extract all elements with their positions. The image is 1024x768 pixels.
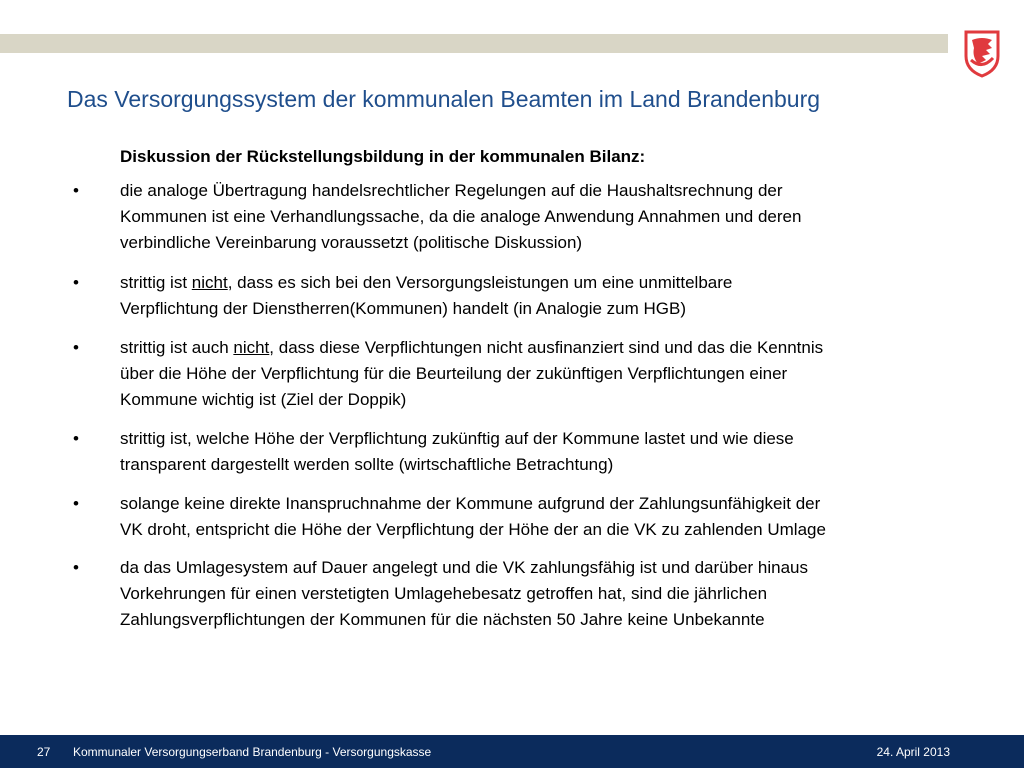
- bullet-marker: •: [73, 494, 79, 513]
- bullet-marker: •: [73, 181, 79, 200]
- bullet-line: transparent dargestellt werden sollte (wirtschaftliche Betrachtung): [120, 455, 614, 474]
- bullet-marker: •: [73, 338, 79, 357]
- eagle-shield-logo-icon: [962, 26, 1002, 78]
- bullet-marker: •: [73, 429, 79, 448]
- bullet-marker: •: [73, 558, 79, 577]
- footer-date: 24. April 2013: [876, 745, 950, 759]
- bullet-line: Verpflichtung der Dienstherren(Kommunen) handelt (in Analogie zum HGB): [120, 299, 687, 318]
- bullet-line: da das Umlagesystem auf Dauer angelegt und die VK zahlungsfähig ist und darüber hinaus: [120, 558, 808, 577]
- bullet-line: strittig ist, welche Höhe der Verpflichtung zukünftig auf der Kommune lastet und wie diese: [120, 429, 794, 448]
- bullet-line: VK droht, entspricht die Höhe der Verpflichtung der Höhe der an die VK zu zahlenden Umlage: [120, 520, 826, 539]
- header-band: [0, 34, 948, 53]
- bullet-line: verbindliche Vereinbarung voraussetzt (politische Diskussion): [120, 233, 583, 252]
- bullet-text: [120, 426, 950, 478]
- bullet-text: [120, 491, 950, 543]
- bullet-line: Kommune wichtig ist (Ziel der Doppik): [120, 390, 407, 409]
- bullet-text: [120, 178, 950, 256]
- bullet-text: [120, 335, 950, 413]
- bullet-line-start: strittig ist: [120, 273, 192, 292]
- bullet-line: Vorkehrungen für einen verstetigten Umlagehebesatz getroffen hat, sind die jährlichen: [120, 584, 768, 603]
- bullet-text: [120, 555, 950, 633]
- page-number: 27: [37, 745, 51, 759]
- bullet-text: [120, 270, 950, 322]
- emphasis-underlined: nicht: [191, 273, 228, 292]
- bullet-line-end: , dass diese Verpflichtungen nicht ausfinanziert sind und das die Kenntnis: [269, 338, 824, 357]
- discussion-heading: Diskussion der Rückstellungsbildung in der kommunalen Bilanz:: [120, 147, 646, 166]
- bullet-line: Zahlungsverpflichtungen der Kommunen für die nächsten 50 Jahre keine Unbekannte: [120, 610, 765, 629]
- bullet-line: die analoge Übertragung handelsrechtlicher Regelungen auf die Haushaltsrechnung der: [120, 181, 783, 200]
- slide-title: Das Versorgungssystem der kommunalen Beamten im Land Brandenburg: [67, 86, 821, 112]
- bullet-line: solange keine direkte Inanspruchnahme der Kommune aufgrund der Zahlungsunfähigkeit der: [120, 494, 821, 513]
- bullet-line-end: , dass es sich bei den Versorgungsleistungen um eine unmittelbare: [227, 273, 733, 292]
- bullet-line: [120, 270, 950, 296]
- footer-organization: Kommunaler Versorgungserband Brandenburg - Versorgungskasse: [73, 745, 432, 759]
- slide-footer: [0, 735, 1024, 768]
- bullet-line: über die Höhe der Verpflichtung für die Beurteilung der zukünftigen Verpflichtungen einer: [120, 364, 788, 383]
- bullet-line: Kommunen ist eine Verhandlungssache, da die analoge Anwendung Annahmen und deren: [120, 207, 802, 226]
- bullet-line: [120, 335, 950, 361]
- emphasis-underlined: nicht: [233, 338, 270, 357]
- bullet-marker: •: [73, 273, 79, 292]
- bullet-line-start: strittig ist auch: [120, 338, 234, 357]
